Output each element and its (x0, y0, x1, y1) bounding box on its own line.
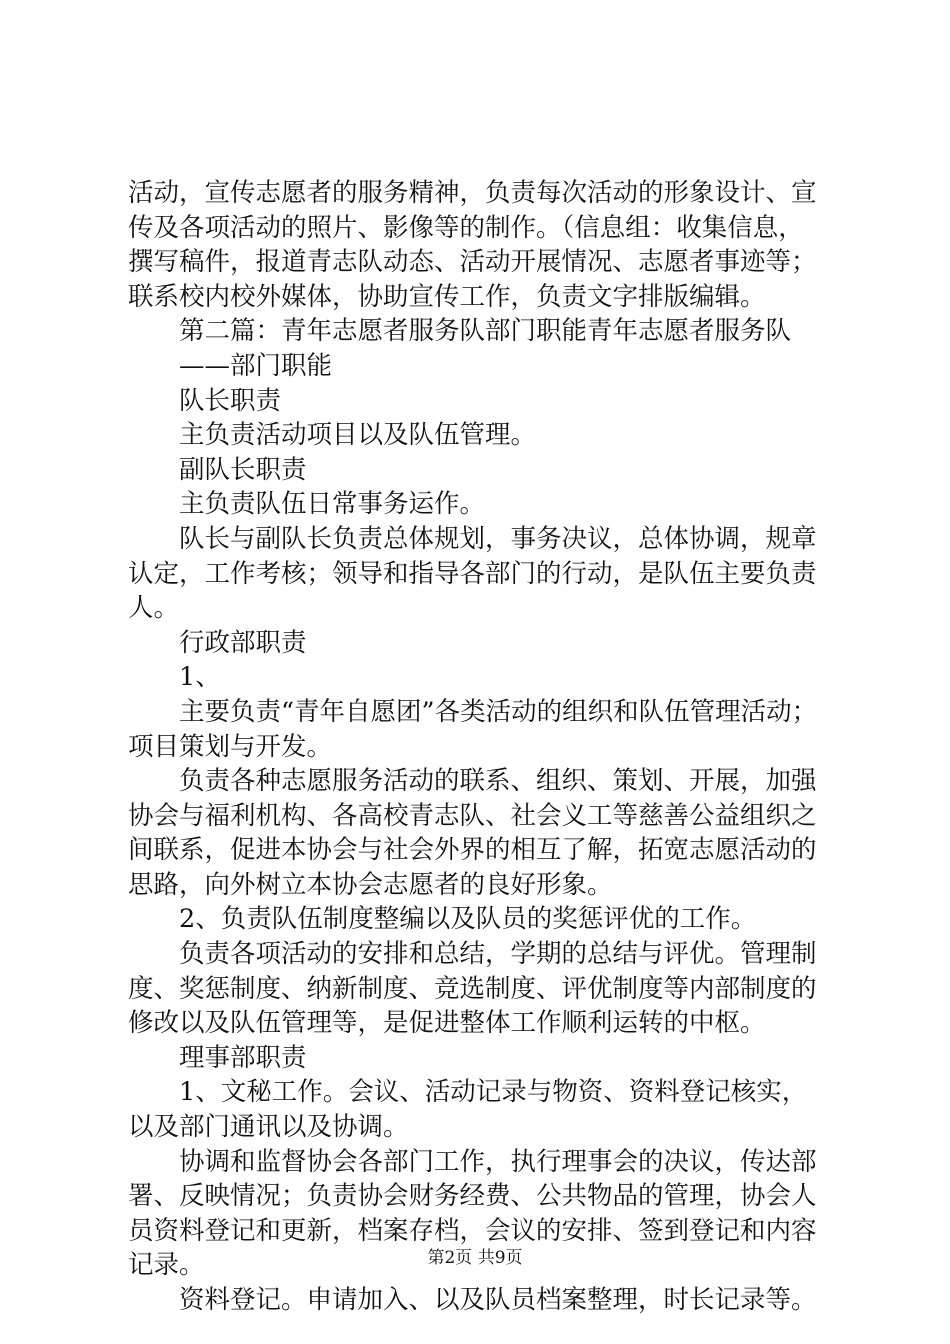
paragraph: 资料登记。申请加入、以及队员档案整理，时长记录等。 (179, 1285, 817, 1315)
paragraph: 主负责活动项目以及队伍管理。 (179, 420, 537, 451)
paragraph: 行政部职责 (179, 627, 307, 658)
page-footer (0, 1243, 950, 1268)
paragraph: 队长职责 (179, 385, 282, 416)
document-body (128, 176, 828, 1318)
paragraph: 活动，宣传志愿者的服务精神，负责每次活动的形象设计、宣传及各项活动的照片、影像等的制作。（信息组：收集信息，撰写稿件，报道青志队动态、活动开展情况、志愿者事迹等；联系校内校外媒体，协助宣传工作，负责文字排版编辑。 (128, 178, 817, 312)
paragraph: 理事部职责 (179, 1042, 307, 1073)
paragraph: 主要负责“青年自愿团”各类活动的组织和队伍管理活动；项目策划与开发。 (128, 696, 818, 762)
paragraph: 1、文秘工作。会议、活动记录与物资、资料登记核实，以及部门通讯以及协调。 (128, 1077, 808, 1143)
paragraph: 1、 (179, 662, 221, 693)
paragraph: 负责各种志愿服务活动的联系、组织、策划、开展，加强协会与福利机构、各高校青志队、社会义工等慈善公益组织之间联系，促进本协会与社会外界的相互了解，拓宽志愿活动的思路，向外树立本协会志愿者的良好形象。 (128, 766, 817, 900)
paragraph: 副队长职责 (179, 454, 307, 485)
paragraph: 2、负责队伍制度整编以及队员的奖惩评优的工作。 (179, 904, 757, 935)
paragraph: 第二篇：青年志愿者服务队部门职能青年志愿者服务队 (179, 316, 792, 347)
paragraph: 协调和监督协会各部门工作，执行理事会的决议，传达部署、反映情况；负责协会财务经费、公共物品的管理，协会人员资料登记和更新，档案存档，会议的安排、签到登记和内容记录。 (128, 1146, 817, 1281)
paragraph: ——部门职能 (179, 350, 333, 381)
paragraph: 负责各项活动的安排和总结，学期的总结与评优。管理制度、奖惩制度、纳新制度、竞选制度、评优制度等内部制度的修改以及队伍管理等，是促进整体工作顺利运转的中枢。 (128, 939, 817, 1039)
paragraph: 主负责队伍日常事务运作。 (179, 489, 486, 520)
paragraph: 队长与副队长负责总体规划，事务决议，总体协调，规章认定，工作考核；领导和指导各部门的行动，是队伍主要负责人。 (128, 523, 817, 624)
page-number: 第2页 共9页 (427, 1248, 523, 1268)
